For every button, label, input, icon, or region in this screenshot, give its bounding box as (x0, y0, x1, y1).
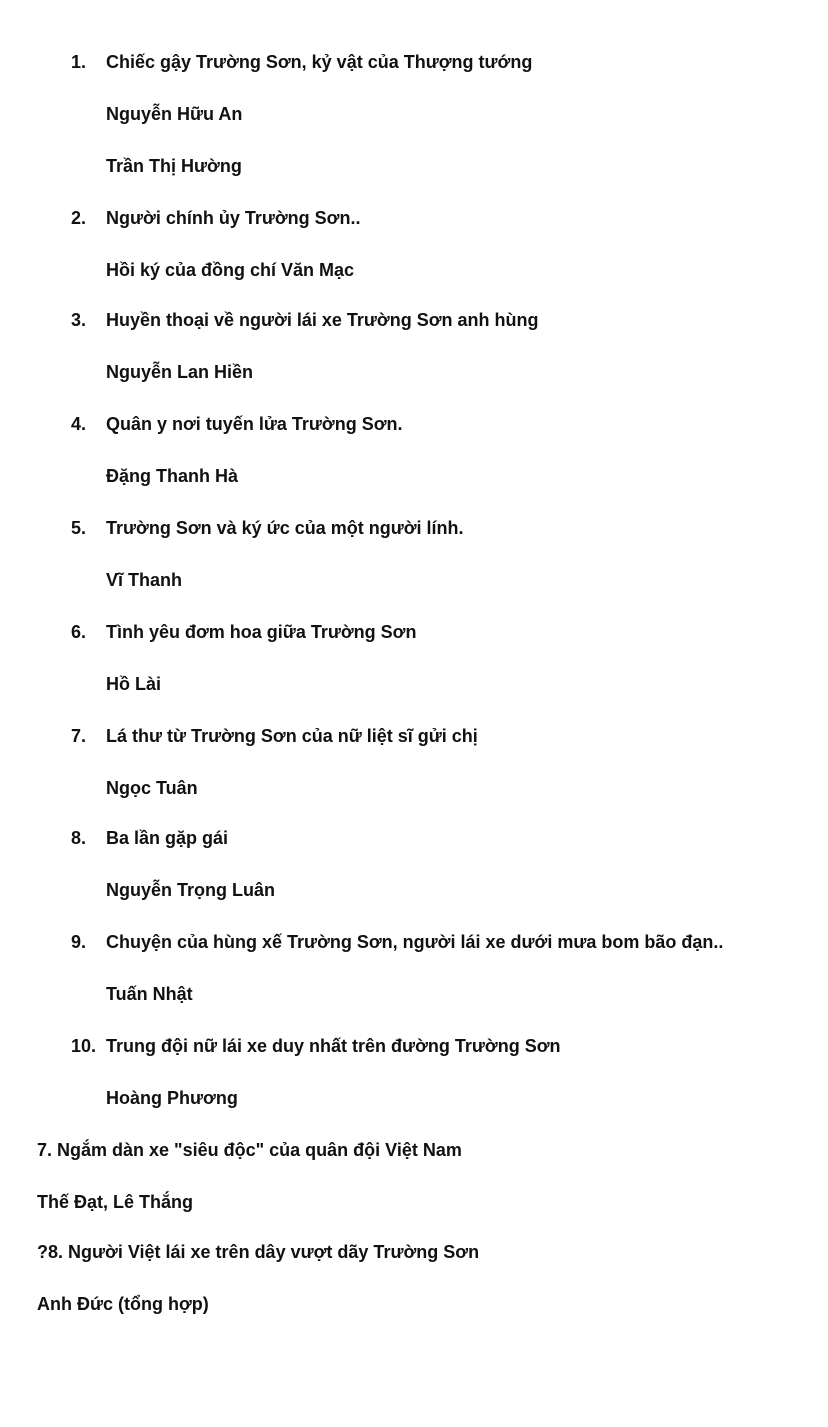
list-item-8-author: Nguyễn Trọng Luân (106, 880, 275, 900)
section-7-heading: 7. Ngắm dàn xe "siêu độc" của quân đội Việt Nam (37, 1140, 462, 1160)
list-item-10-number: 10. (71, 1036, 97, 1056)
list-item-1-author-2: Trần Thị Hường (106, 156, 242, 176)
list-item-3-title: Huyền thoại về người lái xe Trường Sơn anh hùng (106, 310, 539, 330)
list-item-10-author: Hoàng Phương (106, 1088, 238, 1108)
list-item-7-title: Lá thư từ Trường Sơn của nữ liệt sĩ gửi chị (106, 726, 478, 746)
list-item-8-title: Ba lần gặp gái (106, 828, 229, 848)
list-item-7-author: Ngọc Tuân (106, 778, 198, 798)
list-item-1-author-1: Nguyễn Hữu An (106, 104, 243, 124)
list-item-6-title: Tình yêu đơm hoa giữa Trường Sơn (106, 622, 417, 642)
list-item-6-number: 6. (71, 622, 87, 642)
list-item-9-title: Chuyện của hùng xế Trường Sơn, người lái xe dưới mưa bom bão đạn.. (106, 932, 724, 952)
list-item-5-title: Trường Sơn và ký ức của một người lính. (106, 518, 464, 538)
list-item-2-number: 2. (71, 208, 87, 228)
section-8-author: Anh Đức (tổng hợp) (37, 1294, 209, 1314)
list-item-3-number: 3. (71, 310, 87, 330)
list-item-3-author: Nguyễn Lan Hiền (106, 362, 254, 382)
section-8-heading: ?8. Người Việt lái xe trên dây vượt dãy Trường Sơn (37, 1242, 480, 1262)
list-item-1-title: Chiếc gậy Trường Sơn, kỷ vật của Thượng tướng (106, 52, 533, 72)
list-item-2-author: Hồi ký của đồng chí Văn Mạc (106, 260, 355, 280)
list-item-8-number: 8. (71, 828, 87, 848)
list-item-6-author: Hồ Lài (106, 674, 162, 694)
list-item-2-title: Người chính ủy Trường Sơn.. (106, 208, 361, 228)
list-item-9-author: Tuấn Nhật (106, 984, 193, 1004)
list-item-4-author: Đặng Thanh Hà (106, 466, 239, 486)
list-item-5-author: Vĩ Thanh (106, 570, 182, 590)
list-item-1-number: 1. (71, 52, 87, 72)
list-item-7-number: 7. (71, 726, 87, 746)
list-item-4-number: 4. (71, 414, 87, 434)
section-7-author: Thế Đạt, Lê Thắng (37, 1192, 194, 1212)
list-item-4-title: Quân y nơi tuyến lửa Trường Sơn. (106, 414, 403, 434)
list-item-9-number: 9. (71, 932, 87, 952)
list-item-10-title: Trung đội nữ lái xe duy nhất trên đường Trường Sơn (106, 1036, 561, 1056)
list-item-5-number: 5. (71, 518, 87, 538)
